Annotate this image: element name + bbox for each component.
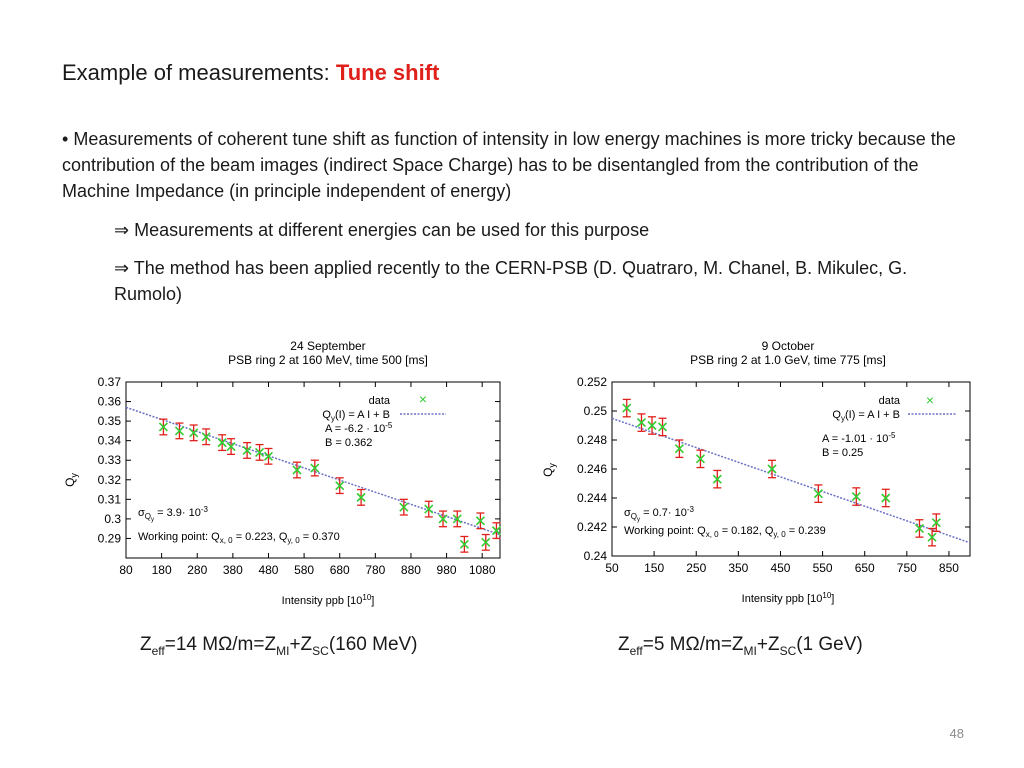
caption-right-sc: SC: [779, 643, 797, 658]
plot-left: [60, 330, 510, 615]
y-tick-label: 0.37: [97, 375, 121, 389]
chart-subtitle: PSB ring 2 at 160 MeV, time 500 [ms]: [228, 353, 428, 367]
chart-title: 9 October: [761, 339, 815, 353]
x-tick-label: 350: [728, 561, 749, 575]
y-tick-label: 0.35: [97, 414, 121, 429]
slide-title-prefix: Example of measurements:: [62, 60, 336, 85]
y-tick-label: 0.29: [97, 531, 121, 546]
caption-left-plus: +Z: [289, 634, 313, 655]
caption-right-z: Z: [618, 634, 630, 655]
sigma-annotation: $\sigma_Qy = 0.7\cdot 10^{-3}$: [624, 505, 694, 523]
y-tick-label: 0.244: [576, 491, 607, 505]
y-axis-label: $Q_y$: [541, 463, 557, 477]
caption-left: [140, 634, 418, 658]
bullet-paragraph: [62, 126, 982, 204]
x-tick-label: 750: [896, 561, 917, 575]
x-tick-label: 880: [400, 563, 421, 577]
x-tick-label: 180: [151, 563, 172, 577]
chart-title: 24 September: [290, 339, 366, 353]
x-tick-label: 780: [365, 563, 386, 577]
y-tick-label: 0.24: [583, 549, 607, 563]
x-tick-label: 250: [686, 561, 707, 575]
chart-subtitle: PSB ring 2 at 1.0 GeV, time 775 [ms]: [690, 353, 886, 367]
caption-left-sc: SC: [312, 643, 329, 658]
sigma-annotation: $\sigma_Qy = 3.9\cdot 10^{-3}$: [138, 505, 208, 523]
y-tick-label: 0.3: [104, 511, 121, 526]
legend-data-marker: ×: [418, 391, 428, 407]
x-tick-label: 480: [258, 563, 279, 577]
caption-right-mi: MI: [743, 643, 757, 658]
legend-fit-label: $Q_y(I) = A$ I + B: [832, 409, 900, 423]
sub-point-2: [114, 255, 934, 307]
x-tick-label: 980: [436, 563, 457, 577]
fit-param-b: B = 0.362: [325, 437, 373, 449]
y-tick-label: 0.252: [576, 375, 607, 389]
plot-left-svg: [60, 330, 510, 610]
caption-right-plus: +Z: [756, 634, 780, 655]
y-tick-label: 0.34: [97, 433, 121, 448]
plot-right-svg: [538, 330, 978, 610]
y-tick-label: 0.25: [583, 404, 607, 418]
x-tick-label: 150: [644, 561, 665, 575]
y-tick-label: 0.31: [97, 492, 121, 507]
caption-right-end: (1 GeV): [796, 634, 863, 655]
fit-param-a: $A = -1.01 \cdot 10^{-5}$: [822, 431, 896, 445]
y-axis-label: $Q_y$: [63, 473, 79, 487]
x-tick-label: 1080: [468, 563, 496, 577]
x-tick-label: 550: [812, 561, 833, 575]
legend-fit-label: $Q_y(I) = A$ I + B: [322, 409, 390, 423]
x-tick-label: 80: [119, 563, 133, 577]
caption-right: [618, 634, 863, 658]
slide-title-accent: Tune shift: [335, 60, 440, 85]
caption-right-eff: eff: [629, 643, 643, 658]
y-tick-label: 0.33: [97, 453, 121, 468]
caption-left-end: (160 MeV): [328, 634, 418, 655]
slide-title: [62, 60, 439, 86]
caption-left-mi: MI: [276, 643, 290, 658]
fit-param-b: B = 0.25: [822, 447, 864, 459]
x-tick-label: 450: [770, 561, 791, 575]
x-axis-label: Intensity ppb $[10^{10}]$: [281, 593, 375, 607]
working-point-annotation: Working point: $Q_{x, 0} = 0.182$, $Q_{y, 0} = 0.239$: [624, 525, 826, 539]
y-tick-label: 0.248: [576, 433, 607, 447]
y-tick-label: 0.36: [97, 394, 121, 409]
x-tick-label: 280: [187, 563, 208, 577]
legend-data-label: data: [878, 395, 900, 407]
sub-point-1: [114, 217, 974, 243]
working-point-annotation: Working point: $Q_{x, 0} = 0.223$, $Q_{y, 0} = 0.370$: [138, 531, 340, 545]
y-tick-label: 0.246: [576, 462, 607, 476]
caption-right-mid: =5 MΩ/m=Z: [642, 634, 744, 655]
x-tick-label: 680: [329, 563, 350, 577]
bullet-icon: •: [62, 129, 69, 149]
x-axis-label: Intensity ppb $[10^{10}]$: [741, 591, 835, 605]
caption-left-z: Z: [140, 634, 152, 655]
x-tick-label: 50: [605, 561, 619, 575]
page-number: 48: [949, 726, 964, 741]
legend-data-marker: ×: [925, 392, 935, 408]
bullet-text: Measurements of coherent tune shift as function of intensity in low energy machines is more tricky because the contribution of the beam images (indirect Space Charge) has to be disentangled from the contribution of the Machine Impedance (in principle independent of energy): [62, 129, 956, 201]
legend-data-label: data: [368, 395, 390, 407]
sub-point-1-text: Measurements at different energies can be used for this purpose: [134, 220, 650, 240]
fit-param-a: $A = -6.2 \cdot 10^{-5}$: [325, 421, 393, 435]
x-tick-label: 650: [854, 561, 875, 575]
caption-left-eff: eff: [151, 643, 165, 658]
plot-right: [538, 330, 978, 615]
x-tick-label: 580: [294, 563, 315, 577]
caption-left-mid: =14 MΩ/m=Z: [164, 634, 277, 655]
y-tick-label: 0.242: [576, 520, 607, 534]
x-tick-label: 850: [938, 561, 959, 575]
y-tick-label: 0.32: [97, 472, 121, 487]
x-tick-label: 380: [222, 563, 243, 577]
sub-point-2-text: The method has been applied recently to the CERN-PSB (D. Quatraro, M. Chanel, B. Mikulec, G. Rumolo): [114, 258, 908, 304]
implies-icon: ⇒: [114, 220, 130, 240]
implies-icon: ⇒: [114, 258, 130, 278]
